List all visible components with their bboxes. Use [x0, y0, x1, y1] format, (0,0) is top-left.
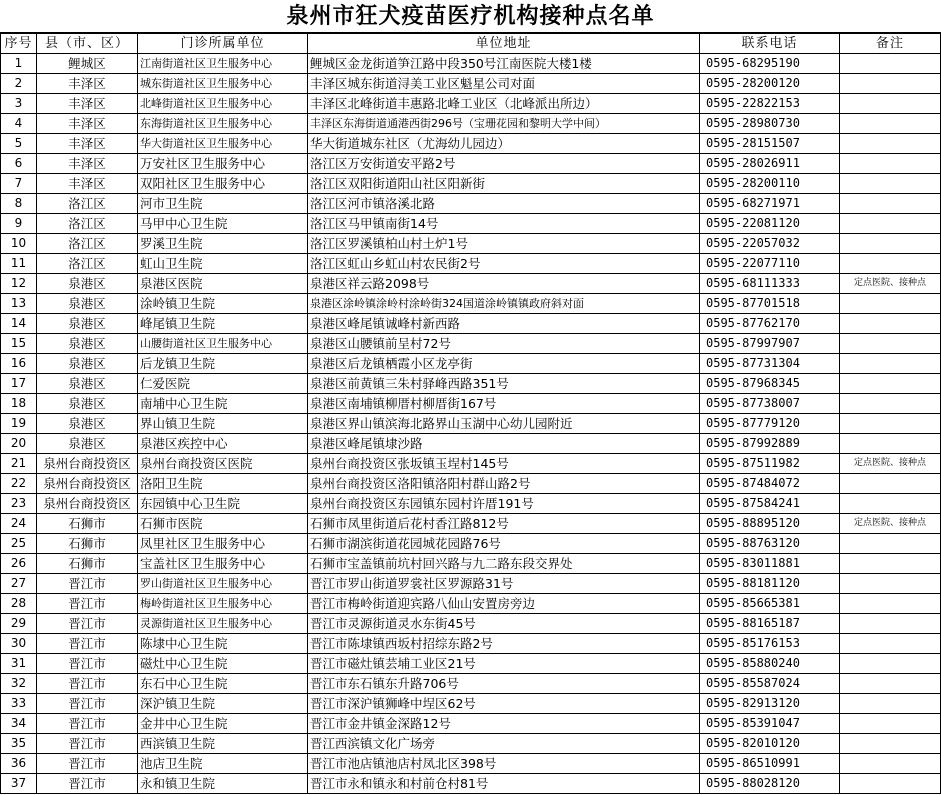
cell-address: 晋江市梅岭街道迎宾路八仙山安置房旁边: [308, 594, 700, 614]
cell-unit: 虹山卫生院: [138, 254, 308, 274]
cell-note: [840, 74, 941, 94]
cell-index: 16: [1, 354, 37, 374]
cell-note: [840, 414, 941, 434]
table-row: [1, 714, 941, 734]
cell-phone: 0595-85665381: [700, 594, 840, 614]
table-row: [1, 574, 941, 594]
cell-address: 石狮市宝盖镇前坑村回兴路与九二路东段交界处: [308, 554, 700, 574]
table-row: [1, 474, 941, 494]
cell-address: 洛江区罗溪镇柏山村土炉1号: [308, 234, 700, 254]
cell-phone: 0595-87731304: [700, 354, 840, 374]
table-row: [1, 114, 941, 134]
cell-unit: 深沪镇卫生院: [138, 694, 308, 714]
cell-note: [840, 694, 941, 714]
cell-unit: 东石中心卫生院: [138, 674, 308, 694]
cell-phone: 0595-88763120: [700, 534, 840, 554]
cell-phone: 0595-22077110: [700, 254, 840, 274]
cell-phone: 0595-87738007: [700, 394, 840, 414]
table-row: [1, 134, 941, 154]
cell-address: 泉港区后龙镇栖霞小区龙亭街: [308, 354, 700, 374]
cell-county: 晋江市: [37, 634, 138, 654]
table-row: [1, 234, 941, 254]
cell-county: 晋江市: [37, 614, 138, 634]
cell-index: 18: [1, 394, 37, 414]
cell-index: 17: [1, 374, 37, 394]
cell-address: 洛江区马甲镇南街14号: [308, 214, 700, 234]
cell-address: 丰泽区东海街道通港西街296号（宝珊花园和黎明大学中间）: [308, 114, 700, 134]
cell-index: 3: [1, 94, 37, 114]
cell-county: 洛江区: [37, 254, 138, 274]
cell-phone: 0595-28151507: [700, 134, 840, 154]
cell-index: 13: [1, 294, 37, 314]
cell-unit: 江南街道社区卫生服务中心: [138, 54, 308, 74]
cell-address: 晋江市东石镇东升路706号: [308, 674, 700, 694]
cell-county: 洛江区: [37, 234, 138, 254]
cell-unit: 陈埭中心卫生院: [138, 634, 308, 654]
cell-phone: 0595-85176153: [700, 634, 840, 654]
cell-county: 泉港区: [37, 294, 138, 314]
cell-index: 1: [1, 54, 37, 74]
cell-county: 丰泽区: [37, 74, 138, 94]
cell-index: 28: [1, 594, 37, 614]
cell-unit: 泉港区医院: [138, 274, 308, 294]
cell-index: 27: [1, 574, 37, 594]
cell-note: [840, 714, 941, 734]
cell-county: 石狮市: [37, 554, 138, 574]
cell-address: 泉州台商投资区东园镇东园村许厝191号: [308, 494, 700, 514]
cell-county: 洛江区: [37, 214, 138, 234]
cell-county: 丰泽区: [37, 114, 138, 134]
cell-address: 洛江区万安街道安平路2号: [308, 154, 700, 174]
cell-address: 晋江市深沪镇狮峰中埕区62号: [308, 694, 700, 714]
cell-phone: 0595-68111333: [700, 274, 840, 294]
cell-address: 晋江市陈埭镇西坂村招综东路2号: [308, 634, 700, 654]
cell-index: 19: [1, 414, 37, 434]
table-row: [1, 534, 941, 554]
table-row: [1, 434, 941, 454]
cell-county: 晋江市: [37, 694, 138, 714]
cell-note: [840, 734, 941, 754]
header-county: 县（市、区）: [37, 34, 138, 54]
cell-note: [840, 534, 941, 554]
header-index: 序号: [1, 34, 37, 54]
cell-unit: 双阳社区卫生服务中心: [138, 174, 308, 194]
cell-index: 36: [1, 754, 37, 774]
table-row: [1, 674, 941, 694]
table-row: [1, 414, 941, 434]
cell-phone: 0595-88028120: [700, 774, 840, 794]
table-row: [1, 294, 941, 314]
cell-index: 22: [1, 474, 37, 494]
cell-note: [840, 674, 941, 694]
cell-index: 32: [1, 674, 37, 694]
cell-unit: 池店卫生院: [138, 754, 308, 774]
cell-phone: 0595-85880240: [700, 654, 840, 674]
cell-index: 6: [1, 154, 37, 174]
cell-phone: 0595-68295190: [700, 54, 840, 74]
cell-address: 晋江市灵源街道灵水东街45号: [308, 614, 700, 634]
cell-note: [840, 254, 941, 274]
cell-phone: 0595-28200110: [700, 174, 840, 194]
cell-index: 35: [1, 734, 37, 754]
cell-address: 晋江市罗山街道罗裳社区罗源路31号: [308, 574, 700, 594]
table-row: [1, 274, 941, 294]
cell-index: 31: [1, 654, 37, 674]
cell-address: 泉港区涂岭镇涂岭村涂岭街324国道涂岭镇镇政府斜对面: [308, 294, 700, 314]
cell-note: [840, 614, 941, 634]
cell-phone: 0595-87992889: [700, 434, 840, 454]
cell-phone: 0595-87997907: [700, 334, 840, 354]
cell-unit: 河市卫生院: [138, 194, 308, 214]
cell-note: [840, 134, 941, 154]
cell-phone: 0595-87968345: [700, 374, 840, 394]
cell-note: [840, 494, 941, 514]
cell-unit: 泉州台商投资区医院: [138, 454, 308, 474]
cell-note: 定点医院、接种点: [840, 274, 941, 294]
table-row: [1, 254, 941, 274]
table-row: [1, 94, 941, 114]
cell-index: 15: [1, 334, 37, 354]
cell-note: 定点医院、接种点: [840, 514, 941, 534]
cell-county: 晋江市: [37, 734, 138, 754]
cell-unit: 磁灶中心卫生院: [138, 654, 308, 674]
cell-unit: 凤里社区卫生服务中心: [138, 534, 308, 554]
cell-unit: 灵源街道社区卫生服务中心: [138, 614, 308, 634]
cell-unit: 泉港区疾控中心: [138, 434, 308, 454]
cell-county: 丰泽区: [37, 154, 138, 174]
cell-phone: 0595-83011881: [700, 554, 840, 574]
cell-phone: 0595-87584241: [700, 494, 840, 514]
cell-phone: 0595-28980730: [700, 114, 840, 134]
header-address: 单位地址: [308, 34, 700, 54]
cell-index: 21: [1, 454, 37, 474]
cell-phone: 0595-22822153: [700, 94, 840, 114]
cell-county: 丰泽区: [37, 174, 138, 194]
table-row: [1, 754, 941, 774]
header-unit: 门诊所属单位: [138, 34, 308, 54]
cell-county: 晋江市: [37, 594, 138, 614]
cell-note: [840, 154, 941, 174]
cell-county: 泉港区: [37, 414, 138, 434]
cell-address: 洛江区双阳街道阳山社区阳新街: [308, 174, 700, 194]
cell-note: [840, 354, 941, 374]
cell-county: 泉港区: [37, 274, 138, 294]
cell-note: [840, 214, 941, 234]
cell-county: 晋江市: [37, 654, 138, 674]
cell-note: [840, 574, 941, 594]
cell-note: [840, 774, 941, 794]
cell-address: 鲤城区金龙街道笋江路中段350号江南医院大楼1楼: [308, 54, 700, 74]
cell-index: 37: [1, 774, 37, 794]
table-row: [1, 314, 941, 334]
cell-note: [840, 754, 941, 774]
header-note: 备注: [840, 34, 941, 54]
table-row: [1, 594, 941, 614]
cell-index: 23: [1, 494, 37, 514]
cell-note: [840, 234, 941, 254]
cell-county: 石狮市: [37, 534, 138, 554]
cell-address: 泉港区南埔镇柳厝村柳厝街167号: [308, 394, 700, 414]
cell-county: 泉港区: [37, 314, 138, 334]
cell-phone: 0595-82010120: [700, 734, 840, 754]
cell-address: 丰泽区城东街道浔美工业区魁星公司对面: [308, 74, 700, 94]
cell-address: 石狮市凤里街道后花村香江路812号: [308, 514, 700, 534]
header-row: [1, 34, 941, 54]
cell-unit: 梅岭街道社区卫生服务中心: [138, 594, 308, 614]
cell-index: 20: [1, 434, 37, 454]
cell-unit: 西滨镇卫生院: [138, 734, 308, 754]
table-row: [1, 374, 941, 394]
table-row: [1, 654, 941, 674]
cell-county: 丰泽区: [37, 134, 138, 154]
cell-note: [840, 594, 941, 614]
cell-address: 晋江市金井镇金深路12号: [308, 714, 700, 734]
cell-address: 泉港区山腰镇前呈村72号: [308, 334, 700, 354]
cell-unit: 马甲中心卫生院: [138, 214, 308, 234]
cell-note: [840, 554, 941, 574]
cell-unit: 华大街道社区卫生服务中心: [138, 134, 308, 154]
cell-unit: 永和镇卫生院: [138, 774, 308, 794]
cell-phone: 0595-85587024: [700, 674, 840, 694]
cell-index: 30: [1, 634, 37, 654]
cell-index: 25: [1, 534, 37, 554]
cell-phone: 0595-88895120: [700, 514, 840, 534]
table-row: [1, 494, 941, 514]
cell-index: 4: [1, 114, 37, 134]
cell-phone: 0595-87511982: [700, 454, 840, 474]
table-row: [1, 334, 941, 354]
cell-county: 晋江市: [37, 714, 138, 734]
cell-address: 泉港区前黄镇三朱村驿峰西路351号: [308, 374, 700, 394]
cell-address: 泉港区峰尾镇埭沙路: [308, 434, 700, 454]
cell-note: [840, 54, 941, 74]
cell-address: 洛江区河市镇洛溪北路: [308, 194, 700, 214]
cell-phone: 0595-68271971: [700, 194, 840, 214]
cell-phone: 0595-85391047: [700, 714, 840, 734]
cell-unit: 东海街道社区卫生服务中心: [138, 114, 308, 134]
cell-address: 石狮市湖滨街道花园城花园路76号: [308, 534, 700, 554]
cell-unit: 仁爱医院: [138, 374, 308, 394]
cell-county: 泉港区: [37, 374, 138, 394]
cell-index: 29: [1, 614, 37, 634]
cell-unit: 宝盖社区卫生服务中心: [138, 554, 308, 574]
cell-unit: 罗山街道社区卫生服务中心: [138, 574, 308, 594]
cell-index: 24: [1, 514, 37, 534]
cell-phone: 0595-28200120: [700, 74, 840, 94]
cell-unit: 城东街道社区卫生服务中心: [138, 74, 308, 94]
table-row: [1, 694, 941, 714]
table-row: [1, 214, 941, 234]
cell-index: 8: [1, 194, 37, 214]
cell-note: [840, 194, 941, 214]
cell-address: 华大街道城东社区（尤海幼儿园边）: [308, 134, 700, 154]
cell-county: 泉港区: [37, 434, 138, 454]
cell-unit: 峰尾镇卫生院: [138, 314, 308, 334]
table-row: [1, 54, 941, 74]
cell-index: 7: [1, 174, 37, 194]
cell-address: 晋江市永和镇永和村前仓村81号: [308, 774, 700, 794]
cell-phone: 0595-86510991: [700, 754, 840, 774]
cell-index: 14: [1, 314, 37, 334]
cell-phone: 0595-87701518: [700, 294, 840, 314]
cell-index: 10: [1, 234, 37, 254]
cell-phone: 0595-88181120: [700, 574, 840, 594]
cell-address: 丰泽区北峰街道丰惠路北峰工业区（北峰派出所边）: [308, 94, 700, 114]
cell-county: 鲤城区: [37, 54, 138, 74]
cell-unit: 涂岭镇卫生院: [138, 294, 308, 314]
table-row: [1, 514, 941, 534]
cell-note: [840, 294, 941, 314]
cell-unit: 北峰街道社区卫生服务中心: [138, 94, 308, 114]
cell-index: 33: [1, 694, 37, 714]
table-row: [1, 74, 941, 94]
table-row: [1, 634, 941, 654]
cell-county: 泉港区: [37, 394, 138, 414]
cell-county: 泉州台商投资区: [37, 474, 138, 494]
cell-index: 26: [1, 554, 37, 574]
cell-county: 洛江区: [37, 194, 138, 214]
cell-unit: 后龙镇卫生院: [138, 354, 308, 374]
table-row: [1, 774, 941, 794]
clinic-table: [0, 33, 941, 794]
cell-phone: 0595-87762170: [700, 314, 840, 334]
cell-note: [840, 174, 941, 194]
table-row: [1, 554, 941, 574]
cell-county: 晋江市: [37, 774, 138, 794]
cell-note: [840, 654, 941, 674]
cell-county: 晋江市: [37, 574, 138, 594]
cell-county: 丰泽区: [37, 94, 138, 114]
cell-address: 泉州台商投资区洛阳镇洛阳村群山路2号: [308, 474, 700, 494]
cell-unit: 南埔中心卫生院: [138, 394, 308, 414]
table-row: [1, 174, 941, 194]
table-row: [1, 614, 941, 634]
cell-note: [840, 634, 941, 654]
cell-note: 定点医院、接种点: [840, 454, 941, 474]
cell-unit: 万安社区卫生服务中心: [138, 154, 308, 174]
cell-phone: 0595-22081120: [700, 214, 840, 234]
cell-note: [840, 314, 941, 334]
cell-unit: 东园镇中心卫生院: [138, 494, 308, 514]
cell-index: 12: [1, 274, 37, 294]
cell-address: 晋江市池店镇池店村凤北区398号: [308, 754, 700, 774]
cell-note: [840, 434, 941, 454]
cell-note: [840, 114, 941, 134]
cell-unit: 山腰街道社区卫生服务中心: [138, 334, 308, 354]
cell-note: [840, 334, 941, 354]
cell-phone: 0595-22057032: [700, 234, 840, 254]
cell-unit: 金井中心卫生院: [138, 714, 308, 734]
cell-index: 2: [1, 74, 37, 94]
cell-phone: 0595-28026911: [700, 154, 840, 174]
cell-index: 5: [1, 134, 37, 154]
cell-county: 晋江市: [37, 674, 138, 694]
cell-unit: 洛阳卫生院: [138, 474, 308, 494]
cell-county: 泉州台商投资区: [37, 494, 138, 514]
table-row: [1, 454, 941, 474]
page-title: 泉州市狂犬疫苗医疗机构接种点名单: [0, 0, 941, 33]
cell-index: 34: [1, 714, 37, 734]
cell-address: 晋江市磁灶镇芸埔工业区21号: [308, 654, 700, 674]
cell-county: 泉港区: [37, 354, 138, 374]
table-body: [1, 54, 941, 794]
table-row: [1, 734, 941, 754]
cell-phone: 0595-87484072: [700, 474, 840, 494]
cell-note: [840, 94, 941, 114]
cell-county: 泉州台商投资区: [37, 454, 138, 474]
cell-address: 泉港区界山镇滨海北路界山玉湖中心幼儿园附近: [308, 414, 700, 434]
cell-unit: 界山镇卫生院: [138, 414, 308, 434]
cell-index: 11: [1, 254, 37, 274]
cell-address: 泉州台商投资区张坂镇玉埕村145号: [308, 454, 700, 474]
cell-note: [840, 374, 941, 394]
cell-address: 泉港区祥云路2098号: [308, 274, 700, 294]
table-row: [1, 354, 941, 374]
cell-unit: 石狮市医院: [138, 514, 308, 534]
cell-note: [840, 474, 941, 494]
cell-county: 石狮市: [37, 514, 138, 534]
cell-address: 洛江区虹山乡虹山村农民街2号: [308, 254, 700, 274]
cell-phone: 0595-82913120: [700, 694, 840, 714]
table-row: [1, 194, 941, 214]
cell-phone: 0595-88165187: [700, 614, 840, 634]
table-row: [1, 394, 941, 414]
cell-address: 泉港区峰尾镇诚峰村新西路: [308, 314, 700, 334]
cell-index: 9: [1, 214, 37, 234]
cell-county: 晋江市: [37, 754, 138, 774]
cell-note: [840, 394, 941, 414]
cell-unit: 罗溪卫生院: [138, 234, 308, 254]
table-row: [1, 154, 941, 174]
cell-address: 晋江西滨镇文化广场旁: [308, 734, 700, 754]
cell-phone: 0595-87779120: [700, 414, 840, 434]
header-phone: 联系电话: [700, 34, 840, 54]
cell-county: 泉港区: [37, 334, 138, 354]
